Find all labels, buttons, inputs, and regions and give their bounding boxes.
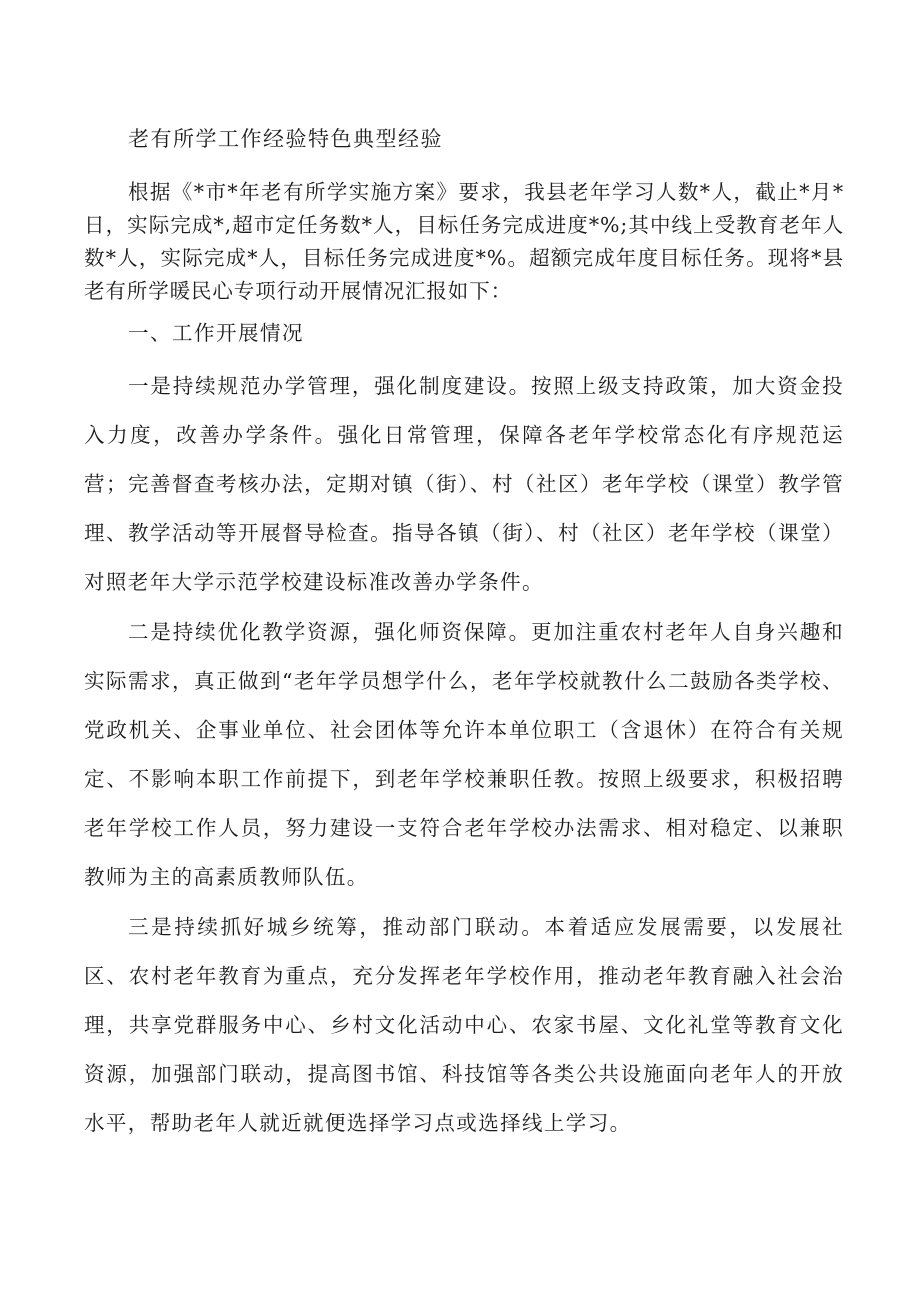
document-title: 老有所学工作经验特色典型经验 [128,127,443,151]
body-paragraph-3: 三是持续抓好城乡统筹，推动部门联动。本着适应发展需要，以发展社区、农村老年教育为重点，充分发挥老年学校作用，推动老年教育融入社会治理，共享党群服务中心、乡村文化活动中心、农家书屋、文化礼堂等教育文化资源，加强部门联动，提高图书馆、科技馆等各类公共设施面向老年人的开放水平，帮助老年人就近就便选择学习点或选择线上学习。 [84,915,844,1135]
body-paragraph-2: 二是持续优化教学资源，强化师资保障。更加注重农村老年人自身兴趣和实际需求，真正做到“老年学员想学什么，老年学校就教什么二鼓励各类学校、党政机关、企事业单位、社会团体等允许本单位职工（含退休）在符合有关规定、不影响本职工作前提下，到老年学校兼职任教。按照上级要求，积极招聘老年学校工作人员，努力建设一支符合老年学校办法需求、相对稳定、以兼职教师为主的高素质教师队伍。 [84,620,844,889]
section-heading: 一、工作开展情况 [128,321,304,345]
intro-paragraph: 根据《*市*年老有所学实施方案》要求，我县老年学习人数*人，截止*月*日，实际完成*,超市定任务数*人，目标任务完成进度*%;其中线上受教育老年人数*人，实际完成*人，目标任务完成进度*%。超额完成年度目标任务。现将*县老有所学暖民心专项行动开展情况汇报如下： [84,180,844,303]
body-paragraph-1: 一是持续规范办学管理，强化制度建设。按照上级支持政策，加大资金投入力度，改善办学条件。强化日常管理，保障各老年学校常态化有序规范运营；完善督查考核办法，定期对镇（街）、村（社区）老年学校（课堂）教学管理、教学活动等开展督导检查。指导各镇（街）、村（社区）老年学校（课堂）对照老年大学示范学校建设标准改善办学条件。 [84,374,844,594]
